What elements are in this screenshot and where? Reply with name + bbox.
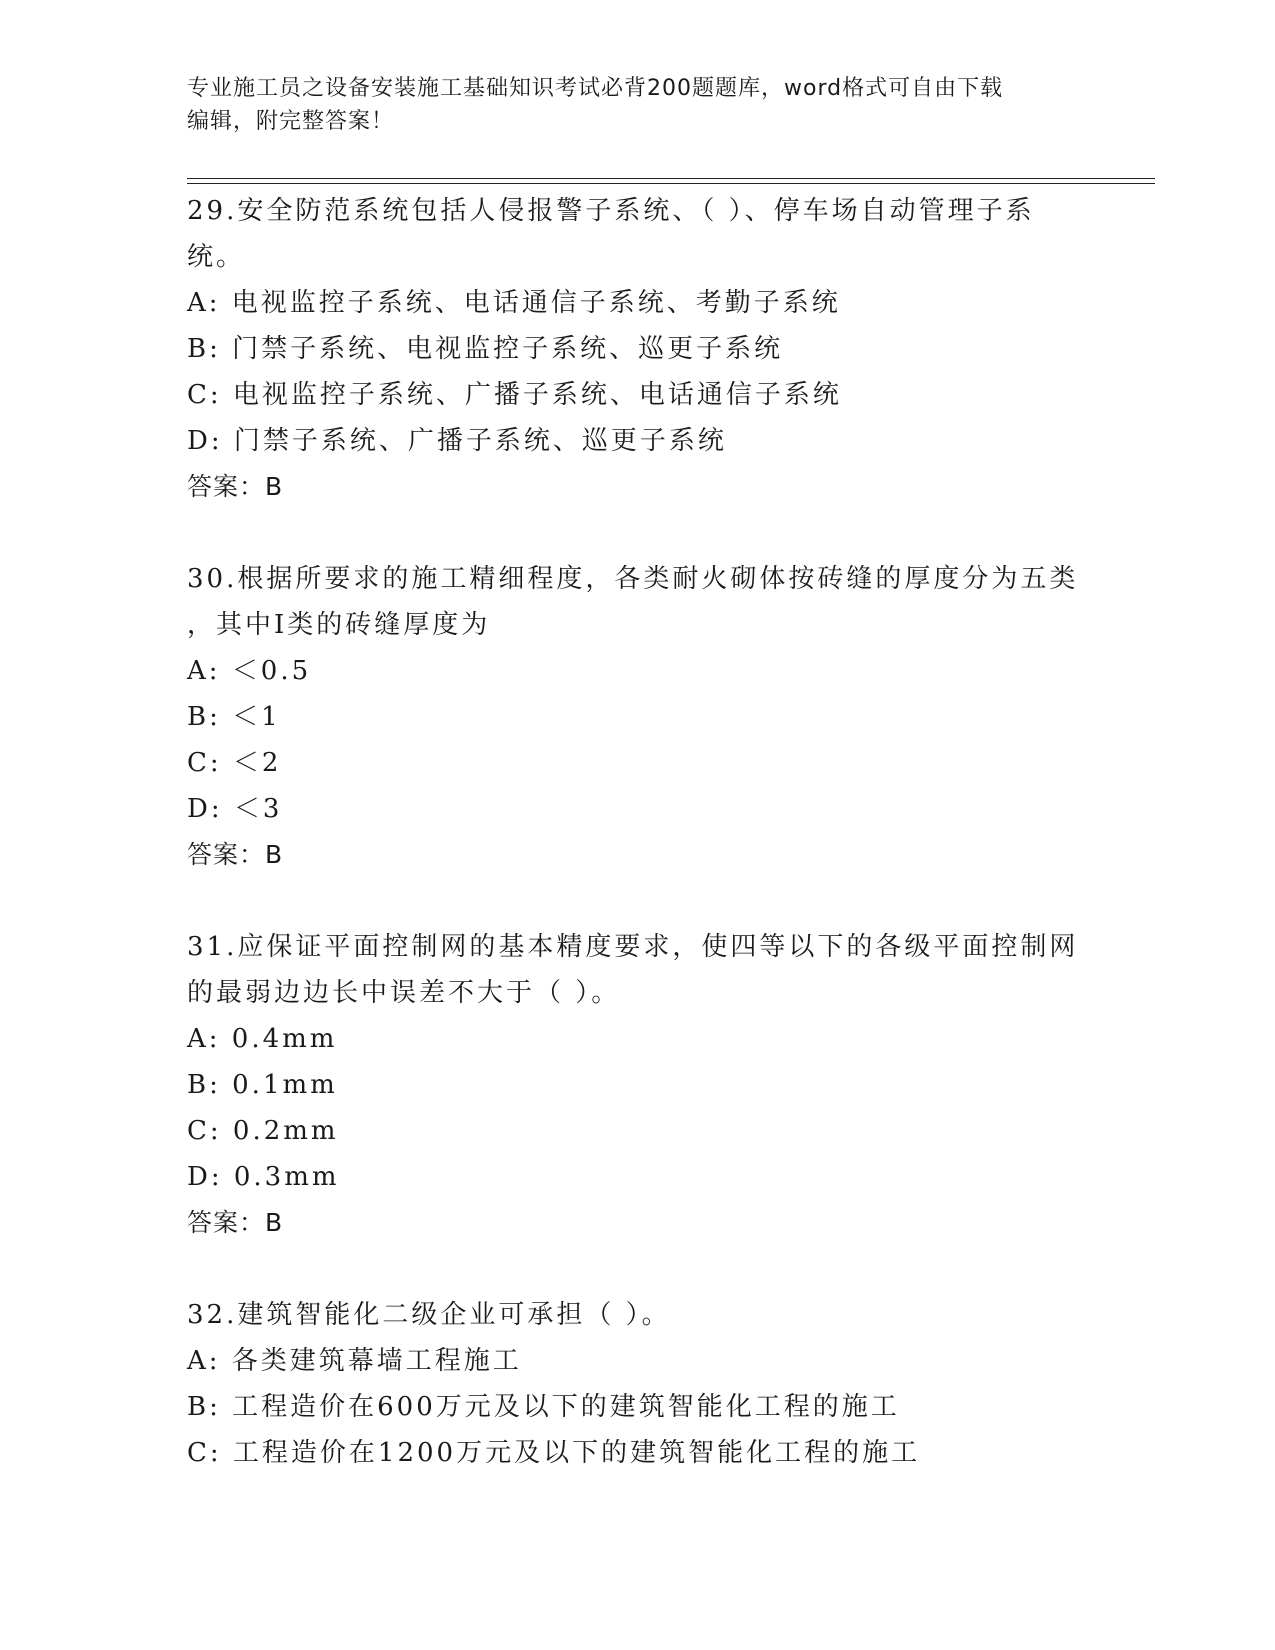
- header-line-1: 专业施工员之设备安装施工基础知识考试必背200题题库，word格式可自由下载: [187, 76, 1004, 101]
- header-divider-top: [187, 178, 1155, 179]
- question-spacer: [187, 878, 1097, 924]
- option-b: B: ＜1: [187, 702, 281, 732]
- question-spacer: [187, 510, 1097, 556]
- header-divider-bottom: [187, 183, 1155, 184]
- question-stem: 31.应保证平面控制网的基本精度要求，使四等以下的各级平面控制网: [187, 932, 1079, 962]
- answer: 答案：B: [187, 1208, 284, 1237]
- option-d: D: 门禁子系统、广播子系统、巡更子系统: [187, 426, 727, 456]
- option-c: C: 0.2mm: [187, 1116, 339, 1146]
- option-b: B: 门禁子系统、电视监控子系统、巡更子系统: [187, 334, 784, 364]
- option-a: A: 0.4mm: [187, 1024, 338, 1054]
- question-stem: 30.根据所要求的施工精细程度，各类耐火砌体按砖缝的厚度分为五类: [187, 564, 1079, 594]
- question-list: [187, 188, 1097, 1476]
- header-line-2: 编辑，附完整答案！: [187, 109, 395, 134]
- option-a: A: 各类建筑幕墙工程施工: [187, 1346, 522, 1376]
- option-d: D: ＜3: [187, 794, 283, 824]
- question-spacer: [187, 1246, 1097, 1292]
- question-stem: 的最弱边边长中误差不大于（ ）。: [187, 978, 621, 1008]
- question-stem: ，其中Ⅰ类的砖缝厚度为: [187, 610, 491, 640]
- option-c: C: 电视监控子系统、广播子系统、电话通信子系统: [187, 380, 842, 410]
- answer: 答案：B: [187, 840, 284, 869]
- document-header: [187, 72, 1087, 138]
- answer: 答案：B: [187, 472, 284, 501]
- option-d: D: 0.3mm: [187, 1162, 340, 1192]
- question-29: [187, 188, 1097, 510]
- option-c: C: ＜2: [187, 748, 282, 778]
- question-31: [187, 924, 1097, 1246]
- option-c: C: 工程造价在1200万元及以下的建筑智能化工程的施工: [187, 1438, 921, 1468]
- option-b: B: 工程造价在600万元及以下的建筑智能化工程的施工: [187, 1392, 900, 1422]
- question-30: [187, 556, 1097, 878]
- question-stem: 32.建筑智能化二级企业可承担（ ）。: [187, 1300, 671, 1330]
- option-a: A: ＜0.5: [187, 656, 312, 686]
- question-stem: 29.安全防范系统包括人侵报警子系统、（ ）、停车场自动管理子系: [187, 196, 1035, 226]
- question-32: [187, 1292, 1097, 1476]
- option-a: A: 电视监控子系统、电话通信子系统、考勤子系统: [187, 288, 841, 318]
- option-b: B: 0.1mm: [187, 1070, 338, 1100]
- question-stem: 统。: [187, 242, 246, 272]
